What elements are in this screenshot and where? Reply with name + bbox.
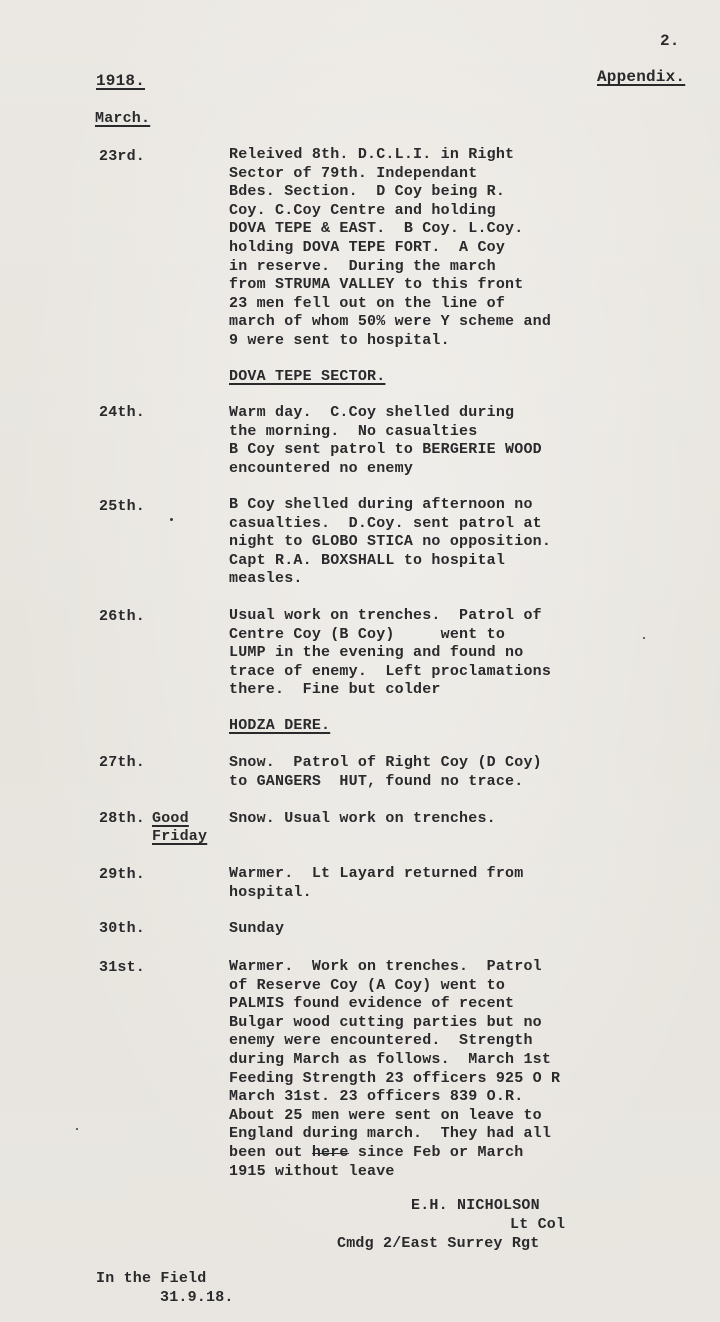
entry-text: Warmer. Lt Layard returned from hospital. — [229, 865, 524, 901]
entry-date: 26th. — [99, 608, 146, 625]
entry-date-note: Good — [152, 810, 189, 827]
entry-text: Usual work on trenches. Patrol of Centre Coy (B Coy) went to LUMP in the evening and found no trace of enemy. Left proclamations there. Fine but colder — [229, 607, 552, 699]
paper-speck — [643, 637, 645, 639]
section-heading-hodza-dere: HODZA DERE. — [229, 717, 331, 734]
entry-date: 24th. — [99, 404, 146, 421]
signature-name: E.H. NICHOLSON — [411, 1197, 540, 1214]
entry-text: Releived 8th. D.C.L.I. in Right Sector of 79th. Independant Bdes. Section. D Coy being R. Coy. C.Coy Centre and holding DOVA TEPE & EAST. B Coy. L.Coy. holding DOVA TEPE FORT. A Coy in reserve. During the march from STRUMA VALLEY to this front 23 men fell out on the line of march of whom 50% were Y scheme and 9 were sent to hospital. — [229, 146, 552, 349]
struck-word: here — [311, 1143, 349, 1161]
entry-text-part: since Feb or March 1915 without leave — [229, 1143, 524, 1180]
closing-date: 31.9.18. — [160, 1289, 234, 1306]
appendix-heading: Appendix. — [597, 68, 686, 86]
entry-text: B Coy shelled during afternoon no casualties. D.Coy. sent patrol at night to GLOBO STICA no opposition. Capt R.A. BOXSHALL to hospital measles. — [229, 496, 552, 588]
page-number: 2. — [660, 32, 680, 50]
paper-speck — [170, 518, 173, 521]
entry-text — [229, 958, 560, 1181]
entry-text: Snow. Patrol of Right Coy (D Coy) to GANGERS HUT, found no trace. — [229, 754, 542, 790]
section-heading-dova-tepe: DOVA TEPE SECTOR. — [229, 368, 386, 385]
month-heading: March. — [95, 110, 151, 127]
entry-date: 29th. — [99, 866, 146, 883]
place: In the Field — [96, 1270, 207, 1287]
entry-date: 30th. — [99, 920, 146, 937]
entry-date: 25th. — [99, 498, 146, 515]
entry-date: 27th. — [99, 754, 146, 771]
entry-text: Warm day. C.Coy shelled during the morning. No casualties B Coy sent patrol to BERGERIE WOOD encountered no enemy — [229, 404, 542, 477]
year-heading: 1918. — [96, 72, 146, 90]
entry-text: Snow. Usual work on trenches. — [229, 810, 496, 827]
entry-text: Sunday — [229, 920, 285, 937]
signature-unit: Cmdg 2/East Surrey Rgt — [337, 1235, 540, 1252]
signature-rank: Lt Col — [510, 1216, 566, 1233]
entry-date: 31st. — [99, 959, 146, 976]
entry-date: 28th. — [99, 810, 146, 827]
entry-date: 23rd. — [99, 148, 146, 165]
entry-date-note: Friday — [152, 828, 208, 845]
entry-text-part: Warmer. Work on trenches. Patrol of Reserve Coy (A Coy) went to PALMIS found evidence of recent Bulgar wood cutting parties but no enemy were encountered. Strength during March as follows. March 1st Feeding Strength 23 officers 925 O R March 31st. 23 officers 839 O.R. About 25 men were sent on leave to England during march. They had all been out — [229, 958, 561, 1161]
paper-speck — [76, 1128, 78, 1130]
